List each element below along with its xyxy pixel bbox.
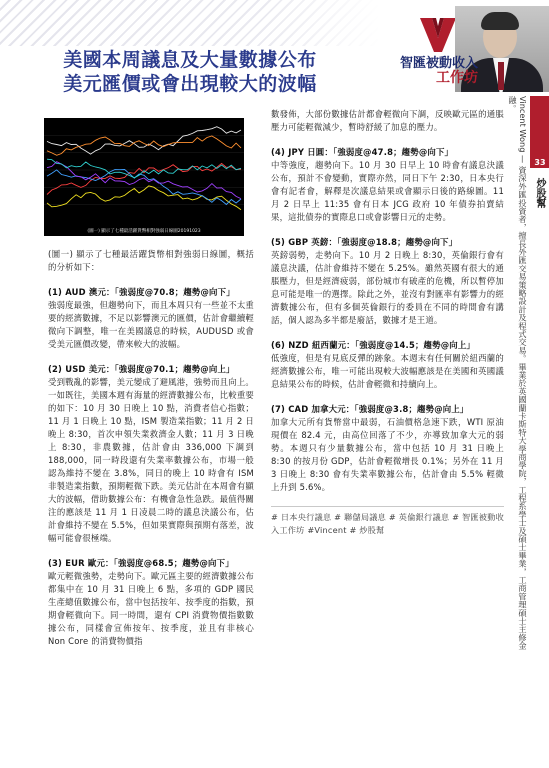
section-body: 受到戰亂的影響，美元變成了避風港，強勢而且向上。一如既往，美國本週有海量的經濟數據公布，比較重要的如下：10 月 30 日晚上 10 點，消費者信心指數；11 月 1 日晚上 10 點，ISM 製造業指數；11 月 2 日晚上 8:30，首次申領失業救濟金人數；11 月 3 日晚上 8:30，非農數據，估計會由 336,000 下調到 188,000，同一時段還有失業率數據公布，市場一般認為維持不變在 3.8%，同日的晚上 10 時會有 ISM 非製造業指數，預期輕微下跌。美元估計在本周會有顯大的波幅，借助數據公布：有機會急性急跌。最值得關注的應該是 11 月 1 日凌晨二時的議息決議公布，估計會維持不變在 5.5%，但如果實際與預期有落差，波幅可能會很極端。 <box>48 377 254 543</box>
section-heading: (7) CAD 加拿大元：「強弱度@3.8；趨勢@向上」 <box>271 404 469 414</box>
header-stripe-fade <box>0 0 380 46</box>
section-heading: (3) EUR 歐元：「強弱度@68.5；趨勢@向下」 <box>48 558 234 568</box>
section-eur <box>48 557 254 648</box>
strength-series-line <box>47 170 241 205</box>
section-heading: (4) JPY 日圓：「強弱度@47.8；趨勢@向下」 <box>271 147 454 157</box>
left-text-column <box>48 248 254 660</box>
author-name: 炒股幫 <box>534 178 545 208</box>
section-body: 強弱度最強，但趨勢向下，而且本周只有一些並不太重要的經濟數據，不足以影響澳元的匯價，估計會繼續輕微向下調整，唯一在美國議息的時候，AUDUSD 或會受美元匯價改變，帶來較大的波幅。 <box>48 300 254 349</box>
section-aud <box>48 286 254 351</box>
section-heading: (1) AUD 澳元：「強弱度@70.8；趨勢@向下」 <box>48 287 235 297</box>
section-heading: (5) GBP 英鎊：「強弱度@18.8；趨勢@向下」 <box>271 237 458 247</box>
hashtag-list: # 日本央行議息 # 聯儲局議息 # 英倫銀行議息 # 智匯被動收入工作坊 #Vincent # 炒股幫 <box>271 506 504 537</box>
strength-series-line <box>47 136 241 155</box>
section-usd <box>48 363 254 545</box>
v-brand-logo-icon <box>418 14 458 56</box>
right-text-column <box>271 108 504 537</box>
column-title-line-1: 智匯被動收入 <box>399 56 478 71</box>
column-title <box>388 56 478 86</box>
section-nzd <box>271 339 504 391</box>
chart-canvas <box>44 118 244 236</box>
section-body: 加拿大元所有貨幣當中最弱，石油價格急速下跌，WTI 原油現價在 82.4 元，由高位回落了不少，亦導致加拿大元的弱勢。本週只有少量數據公布，當中包括 10 月 31 日晚上 8:30 的按月份 GDP，估計會輕微增長 0.1%；另外在 11 月 3 日晚上 8:30 會有失業率數據公布，估計會由 5.5% 輕微上升到 5.6%。 <box>271 417 504 492</box>
page-number: 33 <box>534 158 546 167</box>
section-cad <box>271 403 504 494</box>
headline-line-2: 美元匯價或會出現較大的波幅 <box>63 73 317 95</box>
section-heading: (6) NZD 紐西蘭元：「強弱度@14.5；趨勢@向上」 <box>271 340 475 350</box>
section-body: 英鎊弱勢，走勢向下。10 月 2 日晚上 8:30，英倫銀行會有議息決議，估計會維持不變在 5.25%。雖然英國有很大的通脹壓力，但是經濟疲弱，部份城市有破產的危機，所以暫停加息可能是唯一的選擇。除此之外，並沒有對匯率有影響力的經濟數據公布，但有多個英倫銀行的委員在不同的時間會有講話，個人認為多半都是廢話，數據才是王道。 <box>271 250 504 325</box>
article-headline <box>0 48 380 96</box>
author-bio <box>508 96 528 656</box>
section-body: 低強度，但是有見底反彈的跡象。本週末有任何關於紐西蘭的經濟數據公布，唯一可能出現較大波幅應該是在美國和英國議息結果公布的時候，估計會輕微和持續向上。 <box>271 353 504 389</box>
intro-paragraph: (圖一) 顯示了七種最活躍貨幣相對強弱日線圖，概括的分析如下： <box>48 249 254 272</box>
continuation-paragraph: 數發佈，大部份數據估計都會輕微向下調，反映歐元區的通脹壓力可能輕微減少，暫時舒緩了加息的壓力。 <box>271 109 504 132</box>
section-body: 中等強度，趨勢向下。10 月 30 日早上 10 時會有議息決議公布，預計不會變動，實際亦然，同日下午 2:30，日本央行會有記者會，解釋是次議息結果或會顯示日後的路線圖。11 月 2 日早上 11:35 會有日本 JCG 政府 10 年債券拍賣結果，這批債券的實際息口或會影響日元的走勢。 <box>271 160 504 222</box>
section-body: 歐元輕微強勢，走勢向下。歐元區主要的經濟數據公布都集中在 10 月 31 日晚上 6 點，多項的 GDP 國民生產總值數據公布，當中包括按年、按季度的指數，預期會輕微向下。同一時間，還有 CPI 消費物價指數數據公布，同樣會宣佈按年、按季度，並且有非核心 Non Core 的消費物價指 <box>48 571 254 646</box>
strength-series-line <box>47 127 241 154</box>
author-bio-text: Vincent Wong — 資深外匯投資者，擅長外匯交易策略設計及程式交易。畢業於英國蘭卡斯特大學商學院，工程系學士及碩士畢業，工商管理碩士主修金融。 <box>508 96 528 650</box>
currency-strength-chart <box>44 118 244 236</box>
strength-series-line <box>47 186 241 210</box>
section-gbp <box>271 236 504 327</box>
section-heading: (2) USD 美元：「強弱度@70.1；趨勢@向上」 <box>48 364 235 374</box>
chart-caption: (圖一) 顯示了七種最活躍貨幣相對強弱日線圖20191023 <box>87 229 201 234</box>
column-title-line-2: 工作坊 <box>436 70 478 86</box>
headline-line-1: 美國本周議息及大量數據公布 <box>63 49 317 71</box>
section-jpy <box>271 146 504 224</box>
